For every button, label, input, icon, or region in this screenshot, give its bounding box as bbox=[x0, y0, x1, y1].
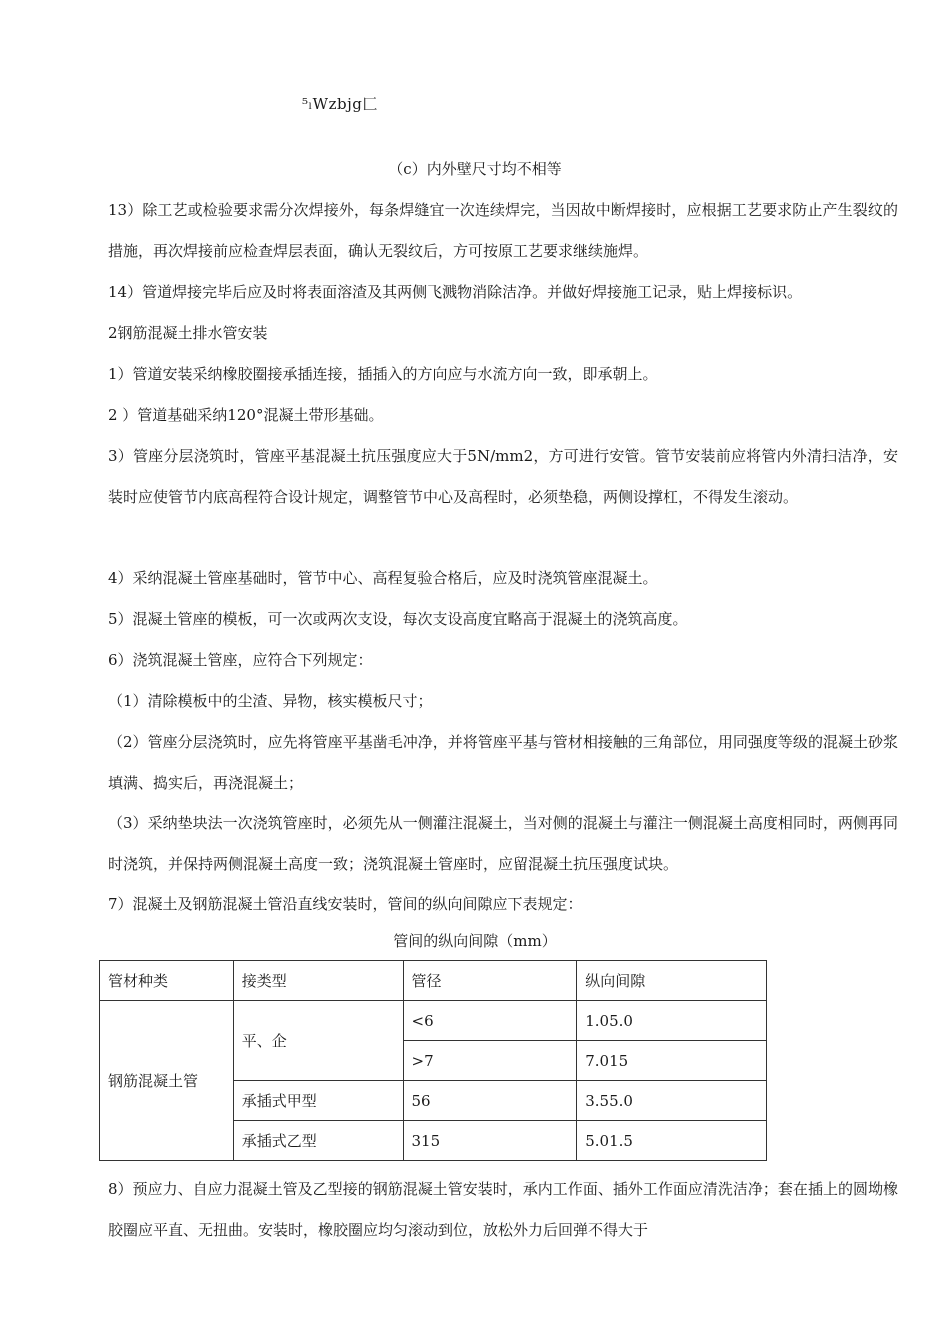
cell-diameter: 56 bbox=[403, 1081, 577, 1121]
cell-diameter: <6 bbox=[403, 1001, 577, 1041]
paragraph-sub-1: （1）清除模板中的尘渣、异物，核实模板尺寸； bbox=[108, 692, 433, 710]
table-row bbox=[100, 1001, 767, 1041]
cell-diameter: >7 bbox=[403, 1041, 577, 1081]
paragraph-13: 13）除工艺或检验要求需分次焊接外，每条焊缝宜一次连续焊完，当因故中断焊接时，应根据工艺要求防止产生裂纹的措施，再次焊接前应检查焊层表面，确认无裂纹后，方可按原工艺要求继续施焊。 bbox=[108, 201, 898, 260]
paragraph-item-1: 1）管道安装采纳橡胶圈接承插连接，插插入的方向应与水流方向一致，即承朝上。 bbox=[108, 365, 658, 383]
cell-pipe-type: 钢筋混凝土管 bbox=[100, 1001, 234, 1161]
header-diameter: 管径 bbox=[403, 961, 577, 1001]
header-material: 管材种类 bbox=[100, 961, 234, 1001]
figure-label: ⁵ₗWzbjg匚 bbox=[302, 95, 378, 113]
paragraph-item-7: 7）混凝土及钢筋混凝土管沿直线安装时，管间的纵向间隙应下表规定： bbox=[108, 895, 583, 913]
cell-joint: 承插式乙型 bbox=[233, 1121, 403, 1161]
cell-joint: 平、企 bbox=[233, 1001, 403, 1081]
gap-table bbox=[99, 960, 767, 1161]
cell-gap: 1.05.0 bbox=[577, 1001, 767, 1041]
table-header-row bbox=[100, 961, 767, 1001]
cell-gap: 3.55.0 bbox=[577, 1081, 767, 1121]
header-joint-type: 接类型 bbox=[233, 961, 403, 1001]
figure-caption: （c）内外壁尺寸均不相等 bbox=[388, 160, 562, 178]
cell-joint: 承插式甲型 bbox=[233, 1081, 403, 1121]
section-heading: 2钢筋混凝土排水管安装 bbox=[108, 324, 268, 342]
header-gap: 纵向间隙 bbox=[577, 961, 767, 1001]
cell-gap: 5.01.5 bbox=[577, 1121, 767, 1161]
paragraph-14: 14）管道焊接完毕后应及时将表面溶渣及其两侧飞溅物消除洁净。并做好焊接施工记录，贴上焊接标识。 bbox=[108, 283, 803, 301]
cell-gap: 7.015 bbox=[577, 1041, 767, 1081]
paragraph-item-5: 5）混凝土管座的模板，可一次或两次支设，每次支设高度宜略高于混凝土的浇筑高度。 bbox=[108, 610, 688, 628]
table-title: 管间的纵向间隙（mm） bbox=[393, 932, 557, 950]
paragraph-item-2: 2 ）管道基础采纳120°混凝土带形基础。 bbox=[108, 406, 384, 424]
paragraph-item-8: 8）预应力、自应力混凝土管及乙型接的钢筋混凝土管安装时，承内工作面、插外工作面应清洗洁净；套在插上的圆坳橡胶圈应平直、无扭曲。安装时，橡胶圈应均匀滚动到位，放松外力后回弹不得大于 bbox=[108, 1180, 898, 1239]
paragraph-sub-3: （3）采纳垫块法一次浇筑管座时，必须先从一侧灌注混凝土，当对侧的混凝土与灌注一侧混凝土高度相同时，两侧再同时浇筑，并保持两侧混凝土高度一致；浇筑混凝土管座时，应留混凝土抗压强度试块。 bbox=[108, 814, 898, 873]
cell-diameter: 315 bbox=[403, 1121, 577, 1161]
paragraph-item-4: 4）采纳混凝土管座基础时，管节中心、高程复验合格后，应及时浇筑管座混凝土。 bbox=[108, 569, 658, 587]
paragraph-item-6: 6）浇筑混凝土管座，应符合下列规定： bbox=[108, 651, 373, 669]
paragraph-sub-2: （2）管座分层浇筑时，应先将管座平基凿毛冲净，并将管座平基与管材相接触的三角部位，用同强度等级的混凝土砂浆填满、捣实后，再浇混凝土； bbox=[108, 733, 898, 792]
paragraph-item-3: 3）管座分层浇筑时，管座平基混凝土抗压强度应大于5N/mm2，方可进行安管。管节安装前应将管内外清扫洁净，安装时应使管节内底高程符合设计规定，调整管节中心及高程时，必须垫稳，两侧设撑杠，不得发生滚动。 bbox=[108, 447, 898, 506]
